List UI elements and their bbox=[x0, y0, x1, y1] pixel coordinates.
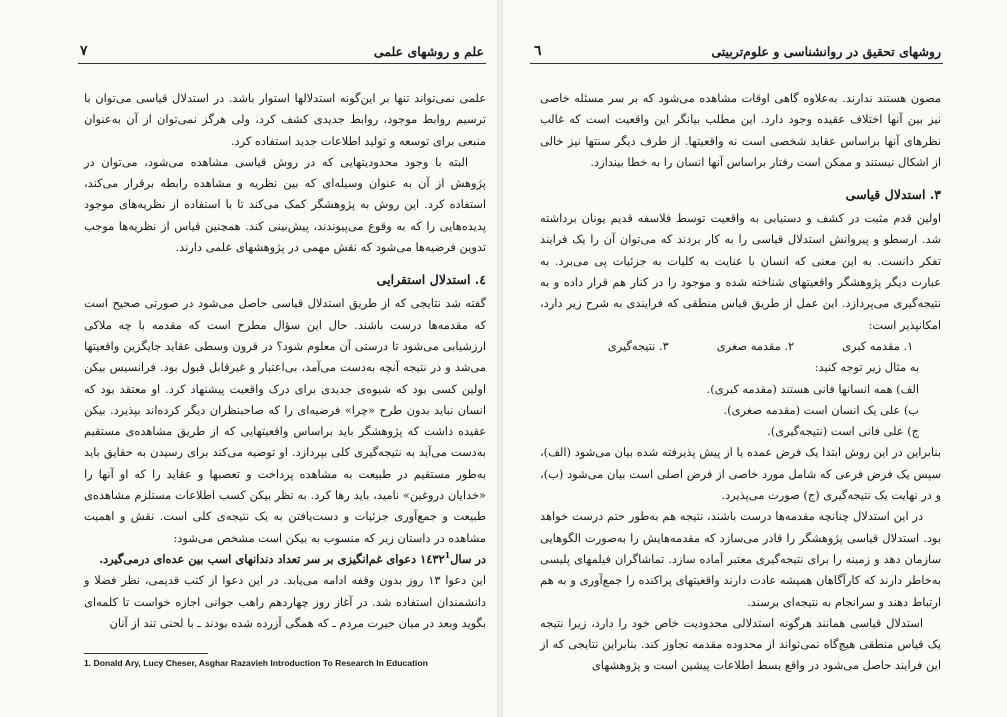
paragraph: این دعوا ۱۳ روز بدون وقفه ادامه می‌یابد. در این دعوا از کتب قدیمی، نظر فضلا و دانشمندان استفاده شد. در آغاز روز چهاردهم راهب جوانی اجازه خواست تا کلمه‌ای بگوید وبعد در میان حیرت مردم ـ که همگی آزرده شده بودند ـ با لحنی تند از آنان bbox=[84, 573, 486, 630]
footnote: 1. Donald Ary, Lucy Cheser, Asghar Razavieh Introduction To Research In Education bbox=[84, 658, 428, 668]
paragraph: استدلال قیاسی همانند هرگونه استدلالی محدودیت خاص خود را دارد، زیرا نتیجه یک قیاس منطقی هیچ‌گاه نمی‌تواند از محدوده مقدمه تجاوز کند. بنابراین نتایجی که از این فرایند حاصل می‌شود در واقع بسط اطلاعات پیشین است و پژوهشهای bbox=[540, 615, 941, 673]
list-item: ۱. مقدمه کبری bbox=[842, 338, 914, 353]
left-page bbox=[0, 0, 500, 717]
list-item: ۲. مقدمه صغری bbox=[716, 338, 795, 353]
example-line: الف) همه انسانها فانی هستند (مقدمه کبری). bbox=[706, 381, 919, 396]
paragraph: مصون هستند ندارند. به‌علاوه گاهی اوقات مشاهده می‌شود که بر سر مسئله خاصی نیز بین آنها اختلاف عقیده وجود دارد. این مطلب بیانگر این واقعیت است که غالب نظرهای آنها براساس عقاید شخصی است نه واقعیتها. از طرف دیگر سنتها نیز خالی از اشکال نیستند و ممکن است رفتار براساس آنها انسان را به خطا بیندازد. bbox=[540, 91, 941, 169]
header-rule bbox=[530, 63, 943, 64]
example-intro: به مثال زیر توجه کنید: bbox=[814, 360, 919, 375]
paragraph: بنابراین در این روش ابتدا یک فرض عمده یا از پیش پذیرفته شده بیان می‌شود (الف)، سپس یک فرض فرعی که شامل مورد خاصی از فرض اصلی است بیان می‌شود (ب)، و در نهایت یک نتیجه‌گیری (ج) صورت می‌پذیرد. bbox=[540, 445, 942, 503]
footnote-marker[interactable]: 1 bbox=[444, 550, 451, 561]
section-heading: ٤. استدلال استقرایی bbox=[376, 272, 486, 288]
syllogism-steps bbox=[540, 336, 941, 357]
example-line: ج) علی فانی است (نتیجه‌گیری). bbox=[767, 424, 919, 439]
right-page bbox=[500, 0, 1007, 717]
running-title: روشهای تحقیق در روانشناسی و علوم‌تربیتی bbox=[711, 44, 941, 59]
header-rule bbox=[78, 63, 486, 64]
example-line: ب) علی یک انسان است (مقدمه صغری). bbox=[723, 402, 919, 417]
story-paragraph: در سال۱٤۳۲$^1$ دعوای غم‌انگیزی بر سر تعداد دندانهای اسب بین عده‌ای درمی‌گیرد. bbox=[99, 550, 486, 566]
paragraph: اولین قدم مثبت در کشف و دستیابی به واقعیت توسط فلاسفه قدیم یونان برداشته شد. ارسطو و پیروانش استدلال قیاسی را به کار بردند که می‌توان آن را یک فرایند تفکر دانست. به این معنی که انسان با عنایت به کلیات به جزئیات پی می‌برد. به عبارت دیگر پژوهشگر واقعیتهای شناخته شده و موجود را در کنار هم قرار داده و به نتیجه‌گیری می‌پردازد. این عمل از طریق قیاس منطقی که فرایندی به شرح زیر دارد، امکانپذیر است: bbox=[540, 211, 942, 332]
list-item: ۳. نتیجه‌گیری bbox=[607, 338, 669, 353]
page-number: ۷ bbox=[80, 43, 88, 59]
section-heading: ۳. استدلال قیاسی bbox=[845, 187, 941, 203]
paragraph: در این استدلال چنانچه مقدمه‌ها درست باشند، نتیجه هم به‌طور حتم درست خواهد بود. استدلال قیاسی پژوهشگر را قادر می‌سازد که مقدمه‌هایش را به‌صورت الگوهایی سازمان دهد و زمینه را برای نتیجه‌گیری معتبر آماده سازد. تماشاگران فیلمهای پلیسی به‌خاطر دارند که کارآگاهان همیشه عادت دارند واقعیتهای پراکنده را جمع‌آوری و به هم ارتباط دهند و سرانجام به نتیجه‌ای برسند. bbox=[540, 509, 941, 609]
page-body bbox=[540, 88, 941, 677]
example-block bbox=[540, 357, 941, 442]
paragraph: گفته شد نتایجی که از طریق استدلال قیاسی حاصل می‌شود در صورتی صحیح است که مقدمه‌ها درست باشند. حال این سؤال مطرح است که مقدمه با چه ملاکی ارزشیابی می‌شود تا درستی آن معلوم شود؟ در قرون وسطی عقاید جایگزین واقعیتها می‌شد و در نتیجه آنچه به‌دست می‌آمد، بی‌اعتبار و غیرقابل قبول بود. فرانسیس بیکن اولین کسی بود که شیوه‌ی جدیدی برای درک واقعیت پیشنهاد کرد. او معتقد بود که انسان نباید بدون طرح «چرا» فرضیه‌ای را که صاحبنظران دیگر کرده‌اند بپذیرد. بیکن عقیده داشت که پژوهشگر باید براساس واقعیتهایی که از طریق مشاهده‌ی مستقیم به‌دست می‌آید به نتیجه‌گیری کلی بپردازد. او توصیه می‌کند برای رسیدن به حقایق باید به‌طور مستقیم در طبیعت به مشاهده پرداخت و تعصبها و عقاید را که او آنها را «خدایان دروغین» نامید، باید رها کرد. به نظر بیکن کسب اطلاعات مستلزم مشاهده‌ی طبیعت و جمع‌آوری جزئیات و دست‌یافتن به یک نتیجه‌ی کلی است. نقش و اهمیت مشاهده در داستان زیر که منسوب به بیکن است مشخص می‌شود: bbox=[84, 296, 487, 545]
page-body bbox=[84, 88, 486, 634]
paragraph: البته با وجود محدودیتهایی که در روش قیاسی مشاهده می‌شود، می‌توان در پژوهش از آن به عنوان وسیله‌ای که بین نظریه و مشاهده رابطه برقرار می‌کند، استفاده کرد. این روش به پژوهشگر کمک می‌کند تا با استفاده از نظریه‌های موجود پدیده‌هایی را که به وقوع می‌پیوندند، پیش‌بینی کند. همچنین قیاس از نظریه‌ها موجب تدوین فرضیه‌ها می‌شود که نقش مهمی در پژوهشهای علمی دارند. bbox=[84, 154, 487, 255]
page-number: ٦ bbox=[534, 43, 542, 59]
footnote-rule bbox=[84, 653, 208, 654]
running-title: علم و روشهای علمی bbox=[373, 44, 484, 59]
paragraph: علمی نمی‌تواند تنها بر این‌گونه استدلالها استوار باشد. در استدلال قیاسی می‌توان با ترسیم روابط موجود، روابط جدیدی کشف کرد، ولی هرگز نمی‌توان از آن به‌عنوان منبعی برای توسعه و تولید اطلاعات جدید استفاده کرد. bbox=[84, 91, 486, 148]
